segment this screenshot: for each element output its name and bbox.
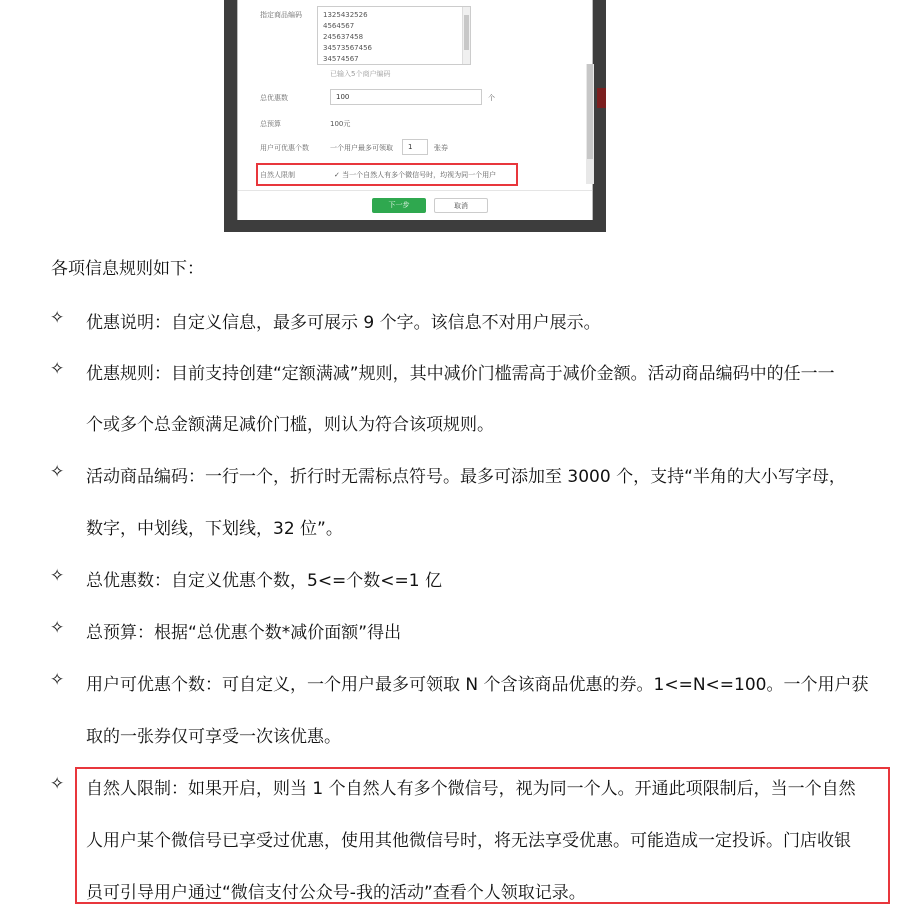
code-line: 4564567 (323, 22, 355, 30)
bullet-icon: ✧ (50, 670, 65, 690)
check-icon: ✓ (334, 171, 340, 179)
per-user-label: 用户可优惠个数 (260, 144, 309, 152)
rule-line: 优惠规则：目前支持创建“定额满减”规则，其中减价门槛需高于减价金额。活动商品编码中的任一一 (86, 364, 835, 384)
cancel-button[interactable]: 取消 (434, 198, 488, 213)
rule-line: 人用户某个微信号已享受过优惠，使用其他微信号时，将无法享受优惠。可能造成一定投诉。门店收银 (86, 831, 851, 851)
background-page-strip (597, 88, 606, 108)
embedded-screenshot (224, 0, 606, 232)
per-user-prefix: 一个用户最多可领取 (330, 144, 393, 152)
rules-intro: 各项信息规则如下： (51, 259, 204, 279)
next-button[interactable]: 下一步 (372, 198, 426, 213)
dialog-scrollbar[interactable] (586, 64, 594, 184)
bullet-icon: ✧ (50, 774, 65, 794)
total-label: 总优惠数 (260, 94, 288, 102)
rule-line: 自然人限制：如果开启，则当 1 个自然人有多个微信号，视为同一个人。开通此项限制后，当一个自然 (86, 779, 856, 799)
rule-line: 数字，中划线，下划线，32 位”。 (86, 519, 343, 539)
rule-line: 个或多个总金额满足减价门槛，则认为符合该项规则。 (86, 415, 494, 435)
bullet-icon: ✧ (50, 462, 65, 482)
code-line: 245637458 (323, 33, 364, 41)
total-unit: 个 (488, 94, 495, 102)
budget-label: 总预算 (260, 120, 281, 128)
natural-person-label: 自然人限制 (260, 171, 295, 179)
rule-line: 总优惠数：自定义优惠个数，5<=个数<=1 亿 (86, 571, 443, 591)
per-user-input[interactable]: 1 (402, 139, 428, 155)
bullet-icon: ✧ (50, 308, 65, 328)
code-line: 34574567 (323, 55, 359, 63)
rule-line: 用户可优惠个数：可自定义，一个用户最多可领取 N 个含该商品优惠的券。1<=N<=100。一个用户获 (86, 675, 869, 695)
rule-line: 员可引导用户通过“微信支付公众号-我的活动”查看个人领取记录。 (86, 883, 586, 903)
per-user-unit: 张券 (434, 144, 448, 152)
codes-scrollbar[interactable] (462, 7, 470, 64)
budget-value: 100元 (330, 120, 351, 128)
rule-line: 优惠说明：自定义信息，最多可展示 9 个字。该信息不对用户展示。 (86, 313, 601, 333)
highlight-box-natural-person-rule (75, 767, 890, 904)
codes-textarea[interactable] (317, 6, 471, 65)
code-line: 34573567456 (323, 44, 372, 52)
codes-hint: 已输入5个商户编码 (330, 70, 391, 78)
bullet-icon: ✧ (50, 618, 65, 638)
coupon-dialog (237, 0, 593, 220)
bullet-icon: ✧ (50, 566, 65, 586)
code-line: 1325432526 (323, 11, 368, 19)
rule-line: 总预算：根据“总优惠个数*减价面额”得出 (86, 623, 402, 643)
total-input[interactable]: 100 (330, 89, 482, 105)
rule-line: 活动商品编码：一行一个，折行时无需标点符号。最多可添加至 3000 个，支持“半角的大小写字母， (86, 467, 846, 487)
codes-label: 指定商品编码 (260, 11, 302, 19)
dialog-divider (238, 190, 592, 191)
bullet-icon: ✧ (50, 359, 65, 379)
highlight-box-natural-person (256, 163, 518, 186)
rule-line: 取的一张券仅可享受一次该优惠。 (86, 727, 341, 747)
natural-person-text: 当一个自然人有多个微信号时，均视为同一个用户 (342, 171, 497, 179)
